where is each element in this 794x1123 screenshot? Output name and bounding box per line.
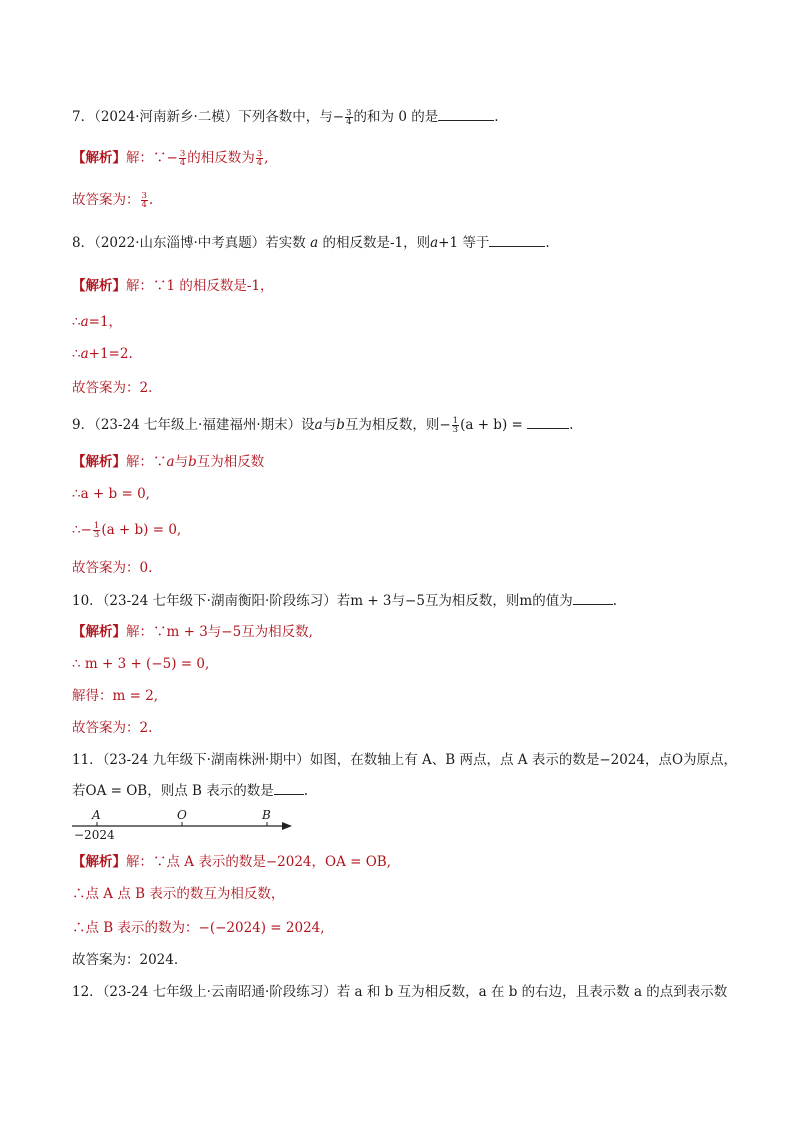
q11-question-line-1 bbox=[72, 750, 737, 770]
q10-source: （23-24 七年级下·湖南衡阳·阶段练习） bbox=[102, 593, 337, 609]
q9-analysis-var-b: b bbox=[188, 454, 197, 470]
q9-var-a: a bbox=[314, 417, 323, 433]
q10-text: 若m + 3与−5互为相反数，则m的值为 bbox=[336, 593, 573, 609]
q9-text-c: 互为相反数，则− bbox=[344, 417, 451, 433]
point-a-label: A bbox=[92, 808, 101, 822]
point-a-value: −2024 bbox=[74, 828, 115, 842]
q9-end: . bbox=[569, 417, 574, 433]
q11-text-b: 若OA = OB，则点 B 表示的数是 bbox=[72, 783, 274, 799]
q10-analysis bbox=[72, 622, 313, 642]
q9-step2-b: (a + b) = 0, bbox=[101, 522, 182, 538]
q9-step2-a: ∴− bbox=[72, 522, 92, 538]
q7-end: . bbox=[494, 109, 499, 125]
point-o-label: O bbox=[177, 808, 187, 822]
q7-answer-fraction: $\frac{3}{4}$ bbox=[141, 191, 147, 210]
q11-analysis bbox=[72, 852, 391, 872]
point-b-label: B bbox=[262, 808, 271, 822]
q8-step2-var: a bbox=[80, 346, 89, 362]
q11-answer: 故答案为：2024. bbox=[72, 952, 179, 968]
q9-text-a: 设 bbox=[301, 417, 315, 433]
q10-question bbox=[72, 590, 617, 611]
q10-end: . bbox=[612, 593, 618, 609]
q7-analysis-tag: 【解析】 bbox=[72, 150, 126, 166]
q12-source: （23-24 七年级上·云南昭通·阶段练习） bbox=[102, 984, 337, 1000]
q7-analysis bbox=[72, 148, 268, 168]
q8-analysis-text: 解：∵1 的相反数是-1， bbox=[126, 278, 274, 294]
q8-answer: 故答案为：2． bbox=[72, 380, 162, 396]
q8-step1-var: a bbox=[80, 314, 89, 330]
q8-step-2 bbox=[72, 344, 133, 364]
q8-answer-blank[interactable] bbox=[489, 232, 545, 247]
q7-text-a: 下列各数中，与 bbox=[238, 109, 333, 125]
q8-text-c: +1 等于 bbox=[438, 235, 490, 251]
q11-text-a: 如图，在数轴上有 A、B 两点，点 A 表示的数是−2024，点O为原点， bbox=[309, 752, 738, 768]
q9-text-b: 与 bbox=[322, 417, 337, 433]
q9-answer-blank[interactable] bbox=[527, 414, 569, 429]
q9-fraction: $\frac{1}{3}$ bbox=[452, 416, 459, 435]
q8-step-1 bbox=[72, 312, 122, 332]
q11-question-line-2 bbox=[72, 780, 308, 801]
q9-analysis bbox=[72, 452, 264, 472]
q9-analysis-a: 解：∵ bbox=[126, 454, 167, 470]
q7-answer-text: 故答案为： bbox=[72, 192, 140, 208]
q9-analysis-tag: 【解析】 bbox=[72, 454, 126, 470]
q9-step-2 bbox=[72, 520, 181, 540]
q12-question bbox=[72, 982, 727, 1002]
q7-answer bbox=[72, 190, 153, 210]
q9-analysis-c: 互为相反数 bbox=[196, 454, 265, 470]
q10-analysis-tag: 【解析】 bbox=[72, 624, 126, 640]
q8-step1-rest: =1， bbox=[88, 314, 123, 330]
q11-end: . bbox=[303, 783, 308, 799]
q8-step2-prefix: ∴ bbox=[72, 346, 81, 362]
q9-source: （23-24 七年级上·福建福州·期末） bbox=[94, 417, 302, 433]
q11-source: （23-24 九年级下·湖南株洲·期中） bbox=[102, 752, 310, 768]
q11-analysis-text: 解：∵点 A 表示的数是−2024，OA = OB, bbox=[126, 854, 391, 870]
q8-question bbox=[72, 232, 550, 253]
q8-source: （2022·山东淄博·中考真题） bbox=[94, 235, 266, 251]
q10-step-2: 解得：m = 2, bbox=[72, 688, 159, 704]
q8-text-b: 的相反数是-1，则 bbox=[322, 235, 431, 251]
q11-answer-blank[interactable] bbox=[274, 780, 304, 795]
q7-analysis-b: 的相反数为 bbox=[187, 150, 255, 166]
q9-number: 9． bbox=[72, 417, 95, 433]
q11-analysis-tag: 【解析】 bbox=[72, 854, 126, 870]
q7-analysis-fraction: $\frac{3}{4}$ bbox=[179, 149, 186, 168]
q9-answer: 故答案为：0. bbox=[72, 560, 153, 576]
q7-answer-end: . bbox=[148, 192, 154, 208]
q12-number: 12． bbox=[72, 984, 103, 1000]
q8-step2-rest: +1=2. bbox=[88, 346, 133, 362]
q10-answer-blank[interactable] bbox=[573, 590, 613, 605]
q7-analysis-end: , bbox=[264, 150, 269, 166]
q9-step2-fraction: $\frac{1}{3}$ bbox=[93, 521, 100, 540]
q12-text: 若 a 和 b 互为相反数，a 在 b 的右边，且表示数 a 的点到表示数 bbox=[336, 984, 728, 1000]
number-line-figure bbox=[72, 808, 297, 846]
q8-analysis bbox=[72, 276, 274, 296]
q7-analysis-fraction-2: $\frac{3}{4}$ bbox=[256, 149, 263, 168]
q8-step1-prefix: ∴ bbox=[72, 314, 81, 330]
q8-var-a2: a bbox=[430, 235, 439, 251]
q10-analysis-text: 解：∵m + 3与−5互为相反数, bbox=[126, 624, 313, 640]
q11-step-1: ∴点 A 点 B 表示的数互为相反数， bbox=[72, 886, 285, 902]
q7-number: 7． bbox=[72, 109, 95, 125]
q11-step-2: ∴点 B 表示的数为：−(−2024) = 2024, bbox=[72, 920, 325, 936]
q10-number: 10． bbox=[72, 593, 103, 609]
q9-var-b: b bbox=[336, 417, 345, 433]
q10-step-1: ∴ m + 3 + (−5) = 0, bbox=[72, 656, 210, 672]
q9-analysis-b: 与 bbox=[174, 454, 189, 470]
q7-fraction: $\frac{3}{4}$ bbox=[346, 108, 352, 127]
q8-end: . bbox=[545, 235, 550, 251]
q7-question bbox=[72, 106, 499, 127]
q9-analysis-var-a: a bbox=[166, 454, 175, 470]
q7-analysis-a: 解：∵− bbox=[126, 150, 178, 166]
q7-answer-blank[interactable] bbox=[438, 106, 494, 121]
q7-text-b: 的和为 0 的是 bbox=[353, 109, 439, 125]
q8-text-a: 若实数 bbox=[265, 235, 306, 251]
number-line-arrow bbox=[282, 822, 292, 830]
q9-question bbox=[72, 414, 573, 435]
q8-analysis-tag: 【解析】 bbox=[72, 278, 126, 294]
q11-number: 11． bbox=[72, 752, 103, 768]
q9-step-1: ∴a + b = 0, bbox=[72, 486, 150, 502]
q10-answer: 故答案为：2. bbox=[72, 720, 153, 736]
q8-var-a: a bbox=[310, 235, 319, 251]
q9-text-d: (a + b) = bbox=[460, 417, 523, 433]
q7-source: （2024·河南新乡·二模） bbox=[94, 109, 239, 125]
q8-number: 8． bbox=[72, 235, 95, 251]
q7-minus: − bbox=[332, 109, 345, 125]
